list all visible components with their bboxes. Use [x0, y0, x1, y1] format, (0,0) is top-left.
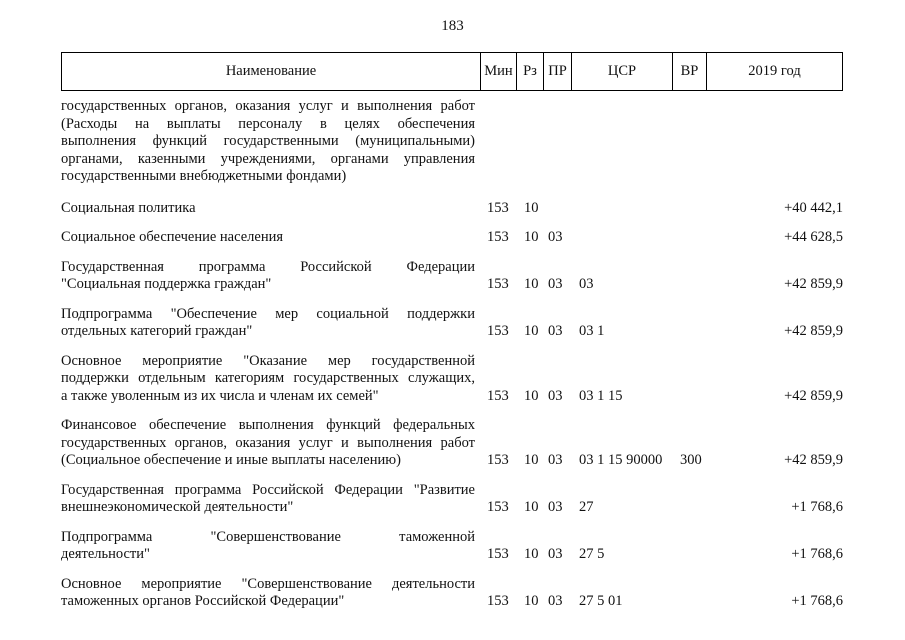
- row-name-line: государственных органов, оказания услуг и выполнения работ: [61, 434, 475, 451]
- table-row: [61, 259, 843, 294]
- table-row: [61, 576, 843, 611]
- row-name-line: таможенных органов Российской Федерации": [61, 593, 345, 609]
- row-name-line: (Расходы на выплаты персоналу в целях обеспечения: [61, 115, 475, 132]
- row-rz: 10: [524, 229, 539, 245]
- row-vr: 300: [680, 452, 702, 468]
- row-pr: 03: [548, 546, 563, 562]
- row-csr: 03 1 15 90000: [579, 452, 663, 468]
- row-csr: 03 1: [579, 323, 605, 339]
- row-name-line: внешнеэкономической деятельности": [61, 499, 294, 515]
- table-body: [61, 98, 843, 623]
- row-name-line: Основное мероприятие "Совершенствование деятельности: [61, 575, 475, 592]
- header-year: 2019 год: [706, 53, 842, 90]
- table-row: [61, 529, 843, 564]
- row-name-line: Подпрограмма "Совершенствование таможенной: [61, 528, 475, 545]
- row-pr: 03: [548, 229, 563, 245]
- row-rz: 10: [524, 199, 539, 216]
- row-name-line: государственными внебюджетными фондами): [61, 168, 347, 184]
- row-name: [61, 482, 475, 517]
- row-rz: 10: [524, 593, 539, 609]
- row-csr: 27 5: [579, 546, 605, 562]
- row-name-line: Социальная политика: [61, 199, 196, 216]
- row-name-line: органами, казенными учреждениями, органами управления: [61, 150, 475, 167]
- row-name-line: государственных органов, оказания услуг и выполнения работ: [61, 98, 475, 114]
- row-min: 153: [487, 452, 509, 468]
- row-min: 153: [487, 276, 509, 292]
- row-name-line: поддержки отдельным категориям государственных служащих,: [61, 370, 475, 386]
- row-name: [61, 259, 475, 294]
- row-name: [61, 98, 475, 186]
- row-rz: 10: [524, 546, 539, 562]
- row-rz: 10: [524, 499, 539, 515]
- row-amount: +1 768,6: [791, 593, 843, 609]
- row-amount: +42 859,9: [784, 276, 843, 292]
- table-row: [61, 98, 843, 186]
- table-row: [61, 229, 843, 247]
- row-name-line: Финансовое обеспечение выполнения функций федеральных: [61, 417, 475, 433]
- table-header: [61, 52, 843, 91]
- row-name: [61, 229, 475, 247]
- row-name-line: выполнения функций государственными (муниципальными): [61, 133, 475, 149]
- row-csr: 27 5 01: [579, 593, 623, 609]
- row-name: [61, 353, 475, 406]
- row-name-line: отдельных категорий граждан": [61, 323, 253, 339]
- row-csr: 03: [579, 276, 594, 292]
- row-pr: 03: [548, 452, 563, 468]
- row-min: 153: [487, 229, 509, 245]
- row-min: 153: [487, 499, 509, 515]
- table-row: [61, 306, 843, 341]
- row-name-line: "Социальная поддержка граждан": [61, 276, 272, 292]
- row-pr: 03: [548, 323, 563, 339]
- header-name: Наименование: [225, 63, 317, 79]
- row-amount: +1 768,6: [791, 499, 843, 515]
- row-amount: +42 859,9: [784, 452, 843, 468]
- row-csr: 03 1 15: [579, 387, 623, 404]
- row-name: [61, 529, 475, 564]
- row-rz: 10: [524, 452, 539, 468]
- row-min: 153: [487, 593, 509, 609]
- header-vr: ВР: [672, 53, 706, 90]
- row-name-line: Основное мероприятие "Оказание мер государственной: [61, 352, 475, 369]
- header-pr: ПР: [543, 53, 571, 90]
- row-name-line: деятельности": [61, 546, 150, 562]
- row-name-line: а также уволенным из их числа и членам их семей": [61, 387, 379, 404]
- row-min: 153: [487, 199, 509, 216]
- row-amount: +1 768,6: [791, 546, 843, 562]
- row-name: [61, 200, 475, 218]
- row-name: [61, 417, 475, 470]
- row-name-line: Подпрограмма "Обеспечение мер социальной поддержки: [61, 305, 475, 322]
- row-min: 153: [487, 323, 509, 339]
- row-name-line: Государственная программа Российской Федерации "Развитие: [61, 481, 475, 498]
- row-pr: 03: [548, 387, 563, 404]
- row-name-line: Государственная программа Российской Федерации: [61, 258, 475, 275]
- row-pr: 03: [548, 499, 563, 515]
- row-amount: +44 628,5: [784, 229, 843, 245]
- table-row: [61, 482, 843, 517]
- row-csr: 27: [579, 499, 594, 515]
- table-row: [61, 417, 843, 470]
- header-rz: Рз: [516, 53, 543, 90]
- row-pr: 03: [548, 276, 563, 292]
- page-number: 183: [441, 18, 464, 34]
- row-name: [61, 306, 475, 341]
- row-amount: +42 859,9: [784, 323, 843, 339]
- table-row: [61, 353, 843, 406]
- header-min: Мин: [480, 53, 516, 90]
- row-pr: 03: [548, 593, 563, 609]
- header-csr: ЦСР: [571, 53, 672, 90]
- row-min: 153: [487, 387, 509, 404]
- row-rz: 10: [524, 323, 539, 339]
- row-amount: +40 442,1: [784, 199, 843, 216]
- row-name-line: Социальное обеспечение населения: [61, 229, 284, 245]
- row-amount: +42 859,9: [784, 387, 843, 404]
- table-row: [61, 200, 843, 218]
- row-min: 153: [487, 546, 509, 562]
- row-rz: 10: [524, 387, 539, 404]
- row-name-line: (Социальное обеспечение и иные выплаты населению): [61, 452, 401, 468]
- row-name: [61, 576, 475, 611]
- row-rz: 10: [524, 276, 539, 292]
